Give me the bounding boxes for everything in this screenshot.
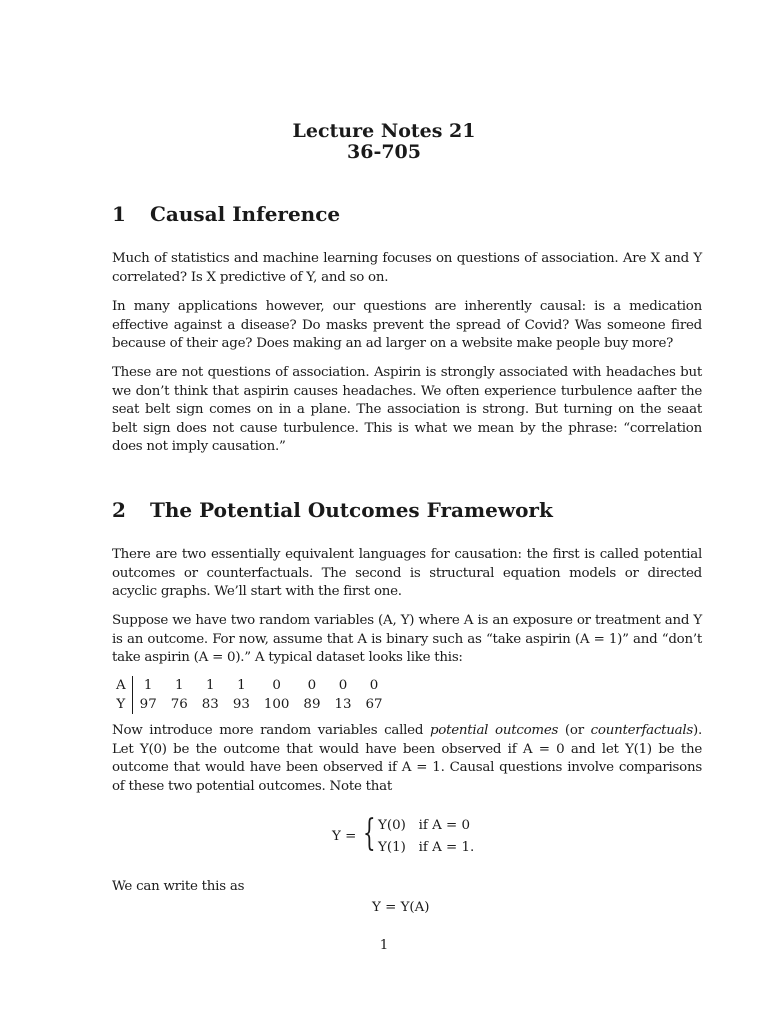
equation: Y = Y(A) <box>372 900 430 915</box>
table-cell: 0 <box>272 678 281 693</box>
row-label: A <box>116 676 132 695</box>
table-cell: 0 <box>307 678 317 693</box>
text-run: ). Let Y(0) be the outcome that would have been observed if A = 0 and let Y(1) be the outcome that would have been observed if A = 1. Causal questions involve comparisons of these two potential outcomes. Note that <box>112 723 703 794</box>
section-title: Causal Inference <box>150 202 341 226</box>
table-cell: 100 <box>263 697 290 712</box>
table-cell: 89 <box>303 697 321 712</box>
text-run: (or <box>558 723 591 738</box>
table-cell: 93 <box>232 697 250 712</box>
paragraph: Suppose we have two random variables (A, Y) where A is an exposure or treatment and Y is an outcome. For now, assume that A is binary such as “take aspirin (A = 1)” and “don’t take aspirin (A = 0).” A typical dataset looks like this: <box>112 613 702 666</box>
paragraph: In many applications however, our questions are inherently causal: is a medication effective against a disease? Do masks prevent the spread of Covid? Was someone fired because of their age? Does making an ad larger on a website make people buy more? <box>112 299 702 352</box>
data-table <box>116 676 390 714</box>
section-1-heading <box>112 202 340 226</box>
row-label: Y <box>116 695 132 714</box>
equation-case: Y(1) if A = 1. <box>378 840 475 855</box>
emphasis: potential outcomes <box>429 723 559 738</box>
paragraph: These are not questions of association. Aspirin is strongly associated with headaches but we don’t think that aspirin causes headaches. We often experience turbulence aafter the seat belt sign comes on in a plane. The association is strong. But turning on the seaat belt sign does not cause turbulence. This is what we mean by the phrase: “correlation does not imply causation.” <box>112 365 702 455</box>
table-cell: 0 <box>338 678 348 693</box>
paragraph <box>112 722 702 796</box>
table-cell: 76 <box>170 697 188 712</box>
text-run: Now introduce more random variables called <box>112 723 430 738</box>
table-cell: 83 <box>201 697 219 712</box>
section-title: The Potential Outcomes Framework <box>150 498 553 522</box>
course-number: 36-705 <box>347 141 421 163</box>
table-cell: 67 <box>365 697 383 712</box>
table-cell: 13 <box>334 697 352 712</box>
section-number: 2 <box>112 498 126 522</box>
document-title: Lecture Notes 21 <box>292 120 476 142</box>
left-brace: { <box>363 813 376 854</box>
table-cell: 97 <box>139 697 157 712</box>
emphasis: counterfactuals <box>590 723 694 738</box>
page-number: 1 <box>379 938 389 953</box>
table-cell: 1 <box>174 678 184 693</box>
paragraph: We can write this as <box>112 879 245 894</box>
table-cell: 0 <box>369 678 379 693</box>
table-cell: 1 <box>143 678 153 693</box>
paragraph: There are two essentially equivalent languages for causation: the first is called potential outcomes or counterfactuals. The second is structural equation models or directed acyclic graphs. We’ll start with the first one. <box>112 547 702 600</box>
section-number: 1 <box>112 202 126 226</box>
section-2-heading <box>112 498 553 522</box>
table-cell: 1 <box>206 678 215 693</box>
paragraph: Much of statistics and machine learning focuses on questions of association. Are X and Y correlated? Is X predictive of Y, and so on. <box>112 251 702 285</box>
table-cell: 1 <box>237 678 246 693</box>
equation-lhs: Y = <box>332 829 357 844</box>
table-row <box>116 695 390 714</box>
equation-case: Y(0) if A = 0 <box>378 818 470 833</box>
table-row <box>116 676 390 695</box>
